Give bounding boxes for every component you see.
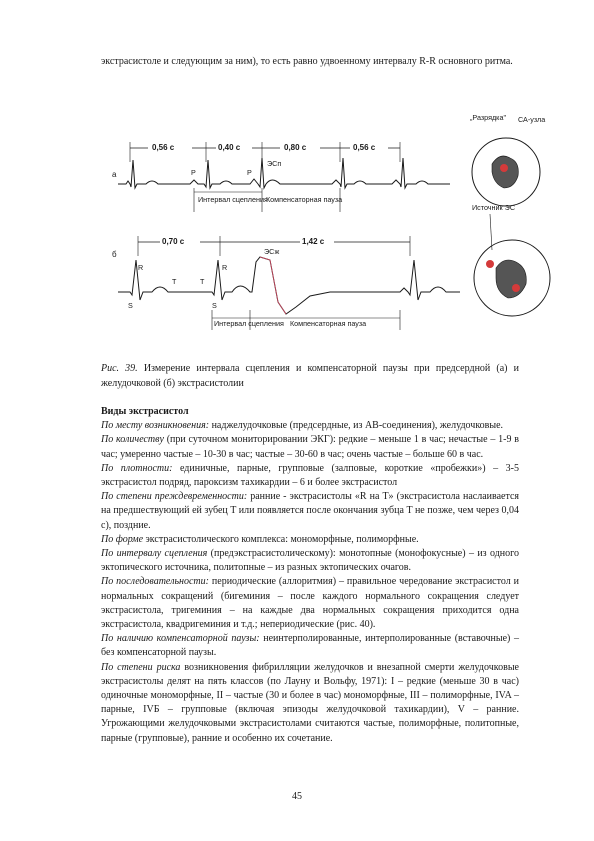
sa-node-label: СА-узла <box>518 115 546 124</box>
ecg-diagram <box>100 92 560 337</box>
paragraph-prematurity: По степени преждевременности: ранние - экстрасистолы «R на T» (экстрасистола наслаивается на предшествующий ей зубец T или появляется после окончания зубца T не позже, чем через 0,04 с), поздние. <box>101 491 519 531</box>
paragraph-compensatory: По наличию компенсаторной паузы: неинтерполированные, интерполированные (вставочные) – без компенсаторной паузы. <box>101 633 519 659</box>
b-wave-t1: T <box>172 277 177 286</box>
ecg-figure <box>100 92 560 337</box>
ecg-trace-a <box>118 158 450 188</box>
a-es-label: ЭСп <box>267 159 282 168</box>
intro-paragraph: экстрасистоле и следующим за ним), то есть равно удвоенному интервалу R-R основного ритма. <box>101 56 513 67</box>
es-source-label: Источник ЭС <box>472 203 516 212</box>
b-wave-r2: R <box>222 263 228 272</box>
page-number: 45 <box>292 791 302 802</box>
a-interval-3: 0,80 с <box>284 143 307 152</box>
a-coupling-label: Интервал сцепления <box>198 195 268 204</box>
b-coupling-label: Интервал сцепления <box>214 319 284 328</box>
a-p-label-2: P <box>247 168 252 177</box>
paragraph-sequence: По последовательности: периодические (аллоритмия) – правильное чередование экстрасистол и нормальных сокращений (бигеминия – после каждого нормального сокращения следует экстрасистола, тригеминия – на каждые два нормальных сокращения приходится одна экстрасистола, квадригеминия и т.д.; непериодические (рис. 40). <box>101 576 519 631</box>
a-p-label-1: P <box>191 168 196 177</box>
b-comp-pause-label: Компенсаторная пауза <box>290 319 367 328</box>
a-interval-2: 0,40 с <box>218 143 241 152</box>
a-interval-1: 0,56 с <box>152 143 175 152</box>
paragraph-risk: По степени риска возникновения фибрилляции желудочков и внезапной смерти желудочковые экстрасистолы делят на пять классов (по Лауну и Вольфу, 1971): I – редкие (меньше 30 в час) одиночные мономорфные, II – частые (30 и более в час) мономорфные, III – полиморфные, IVA – парные, IVБ – групповые (включая эпизоды желудочковой тахикардии), V – ранние. Угрожающими желудочковыми экстрасистолами считаются частые, полиморфные, политопные, парные (групповые), ранние и особенно их сочетание. <box>101 661 519 744</box>
b-interval-1: 0,70 с <box>162 237 185 246</box>
section-title: Виды экстрасистол <box>101 406 189 417</box>
b-es-label: ЭСж <box>264 247 280 256</box>
b-wave-s2: S <box>212 301 217 310</box>
paragraph-quantity: По количеству (при суточном мониторировании ЭКГ): редкие – меньше 1 в час; нечастые – 1-9 в час; умеренно частые – 10-30 в час; частые – 30-60 в час; очень частые – больше 60 в час. <box>101 434 519 460</box>
sa-node-icon <box>500 164 508 172</box>
figure-caption <box>101 361 519 391</box>
ectopic-focus-icon <box>486 260 494 268</box>
paragraph-location: По месту возникновения: наджелудочковые (предсердные, из АВ-соединения), желудочковые. <box>101 420 504 432</box>
panel-b-label: б <box>112 250 117 259</box>
a-interval-4: 0,56 с <box>353 143 376 152</box>
ecg-trace-b <box>118 257 460 314</box>
discharge-label: „Разрядка" <box>470 113 507 122</box>
a-comp-pause-label: Компенсаторная пауза <box>266 195 343 204</box>
paragraph-coupling: По интервалу сцепления (предэкстрасистолическому): монотопные (монофокусные) – из одного эктопического источника, политопные – из разных эктопических очагов. <box>101 548 519 574</box>
types-section <box>101 405 519 746</box>
paragraph-form: По форме экстрасистолического комплекса: мономорфные, полиморфные. <box>101 533 419 545</box>
b-interval-2: 1,42 с <box>302 237 325 246</box>
caption-text: Измерение интервала сцепления и компенсаторной паузы при предсердной (а) и желудочковой (б) экстрасистолии <box>101 363 519 389</box>
caption-label: Рис. 39. <box>101 363 138 374</box>
paragraph-density: По плотности: единичные, парные, групповые (залповые, короткие «пробежки») – 3-5 экстрасистол подряд, пароксизм тахикардии – 6 и более экстрасистол <box>101 462 519 489</box>
panel-a-label: а <box>112 170 117 179</box>
b-wave-r1: R <box>138 263 144 272</box>
b-wave-s1: S <box>128 301 133 310</box>
b-wave-t2: T <box>200 277 205 286</box>
